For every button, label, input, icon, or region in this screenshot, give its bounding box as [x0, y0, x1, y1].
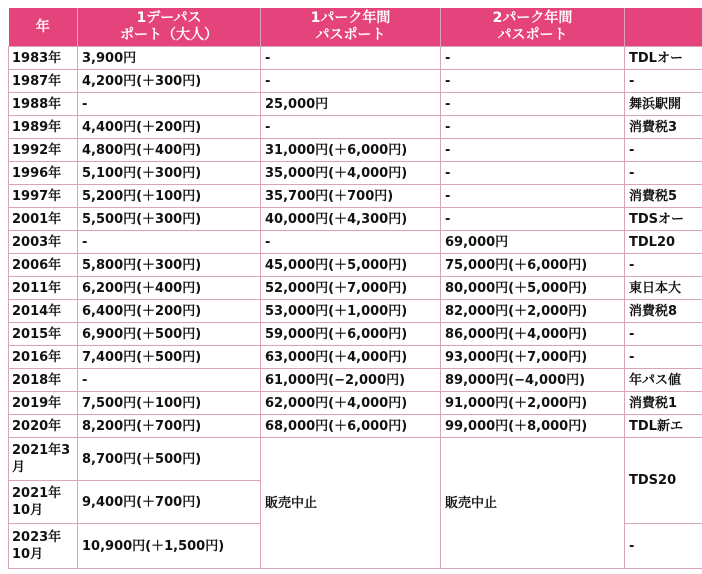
day-pass-cell: 8,700円(＋500円): [78, 438, 261, 481]
notes-cell: -: [625, 139, 702, 162]
two-park-cell: -: [441, 162, 625, 185]
year-cell: 2011年: [9, 277, 78, 300]
day-pass-cell: 7,400円(＋500円): [78, 346, 261, 369]
one-park-cell: 68,000円(＋6,000円): [261, 415, 441, 438]
two-park-cell: 69,000円: [441, 231, 625, 254]
header-day-pass: 1デーパス ポート（大人）: [78, 8, 261, 47]
one-park-cell: 52,000円(＋7,000円): [261, 277, 441, 300]
table-row: [9, 369, 702, 392]
notes-cell: -: [625, 70, 702, 93]
year-cell: 1987年: [9, 70, 78, 93]
table-row: [9, 277, 702, 300]
two-park-cell: 86,000円(＋4,000円): [441, 323, 625, 346]
one-park-cell: 53,000円(＋1,000円): [261, 300, 441, 323]
table-body: [9, 47, 702, 569]
one-park-cell: 25,000円: [261, 93, 441, 116]
table-row: [9, 139, 702, 162]
notes-cell: 消費税3: [625, 116, 702, 139]
two-park-cell: 80,000円(＋5,000円): [441, 277, 625, 300]
notes-cell: 消費税8: [625, 300, 702, 323]
one-park-cell: 45,000円(＋5,000円): [261, 254, 441, 277]
year-cell: 1997年: [9, 185, 78, 208]
year-cell: 1996年: [9, 162, 78, 185]
table-row: [9, 116, 702, 139]
notes-cell: -: [625, 254, 702, 277]
notes-cell: TDL新エ: [625, 415, 702, 438]
table-row: [9, 323, 702, 346]
notes-cell: 消費税1: [625, 392, 702, 415]
day-pass-cell: 3,900円: [78, 47, 261, 70]
two-park-suspended-cell: 販売中止: [441, 438, 625, 569]
one-park-cell: 63,000円(＋4,000円): [261, 346, 441, 369]
year-cell: 2021年10月: [9, 481, 78, 524]
table-row: [9, 415, 702, 438]
notes-cell: TDS20: [625, 438, 702, 524]
year-cell: 2019年: [9, 392, 78, 415]
one-park-suspended-cell: 販売中止: [261, 438, 441, 569]
two-park-cell: -: [441, 139, 625, 162]
notes-cell: -: [625, 346, 702, 369]
header-notes: [625, 8, 702, 47]
table-row: [9, 47, 702, 70]
price-history-table-viewport: [8, 8, 702, 574]
two-park-cell: 93,000円(＋7,000円): [441, 346, 625, 369]
table-row: [9, 162, 702, 185]
table-row: [9, 231, 702, 254]
day-pass-cell: 6,400円(＋200円): [78, 300, 261, 323]
notes-cell: TDSオー: [625, 208, 702, 231]
day-pass-cell: 4,800円(＋400円): [78, 139, 261, 162]
table-row: [9, 346, 702, 369]
one-park-cell: 62,000円(＋4,000円): [261, 392, 441, 415]
two-park-cell: -: [441, 185, 625, 208]
day-pass-cell: -: [78, 231, 261, 254]
year-cell: 2018年: [9, 369, 78, 392]
day-pass-cell: 5,100円(＋300円): [78, 162, 261, 185]
one-park-cell: 59,000円(＋6,000円): [261, 323, 441, 346]
year-cell: 2015年: [9, 323, 78, 346]
year-cell: 1989年: [9, 116, 78, 139]
notes-cell: 東日本大: [625, 277, 702, 300]
year-cell: 2003年: [9, 231, 78, 254]
year-cell: 2001年: [9, 208, 78, 231]
header-row: [9, 8, 702, 47]
day-pass-cell: 4,200円(＋300円): [78, 70, 261, 93]
one-park-cell: -: [261, 47, 441, 70]
day-pass-cell: -: [78, 369, 261, 392]
day-pass-cell: 8,200円(＋700円): [78, 415, 261, 438]
two-park-cell: -: [441, 93, 625, 116]
day-pass-cell: -: [78, 93, 261, 116]
header-two-park-annual: 2パーク年間 パスポート: [441, 8, 625, 47]
two-park-cell: 89,000円(−4,000円): [441, 369, 625, 392]
price-history-table: [8, 8, 702, 569]
year-cell: 2016年: [9, 346, 78, 369]
one-park-cell: 35,000円(＋4,000円): [261, 162, 441, 185]
notes-cell: -: [625, 162, 702, 185]
table-row: [9, 438, 702, 481]
one-park-cell: 35,700円(＋700円): [261, 185, 441, 208]
day-pass-cell: 5,500円(＋300円): [78, 208, 261, 231]
one-park-cell: -: [261, 231, 441, 254]
year-cell: 1988年: [9, 93, 78, 116]
year-cell: 2006年: [9, 254, 78, 277]
one-park-cell: 61,000円(−2,000円): [261, 369, 441, 392]
year-cell: 2020年: [9, 415, 78, 438]
notes-cell: -: [625, 524, 702, 569]
one-park-cell: 40,000円(＋4,300円): [261, 208, 441, 231]
notes-cell: 舞浜駅開: [625, 93, 702, 116]
table-row: [9, 208, 702, 231]
table-row: [9, 93, 702, 116]
two-park-cell: -: [441, 70, 625, 93]
one-park-cell: -: [261, 70, 441, 93]
two-park-cell: -: [441, 116, 625, 139]
day-pass-cell: 5,200円(＋100円): [78, 185, 261, 208]
two-park-cell: -: [441, 208, 625, 231]
notes-cell: -: [625, 323, 702, 346]
day-pass-cell: 9,400円(＋700円): [78, 481, 261, 524]
year-cell: 2023年10月: [9, 524, 78, 569]
day-pass-cell: 6,900円(＋500円): [78, 323, 261, 346]
two-park-cell: 75,000円(＋6,000円): [441, 254, 625, 277]
table-row: [9, 300, 702, 323]
header-year: 年: [9, 8, 78, 47]
one-park-cell: -: [261, 116, 441, 139]
one-park-cell: 31,000円(＋6,000円): [261, 139, 441, 162]
notes-cell: 年パス値: [625, 369, 702, 392]
year-cell: 1983年: [9, 47, 78, 70]
two-park-cell: -: [441, 47, 625, 70]
table-row: [9, 185, 702, 208]
two-park-cell: 82,000円(＋2,000円): [441, 300, 625, 323]
table-row: [9, 392, 702, 415]
two-park-cell: 99,000円(＋8,000円): [441, 415, 625, 438]
two-park-cell: 91,000円(＋2,000円): [441, 392, 625, 415]
day-pass-cell: 4,400円(＋200円): [78, 116, 261, 139]
day-pass-cell: 7,500円(＋100円): [78, 392, 261, 415]
day-pass-cell: 5,800円(＋300円): [78, 254, 261, 277]
header-one-park-annual: 1パーク年間 パスポート: [261, 8, 441, 47]
table-row: [9, 254, 702, 277]
notes-cell: TDLオー: [625, 47, 702, 70]
day-pass-cell: 10,900円(＋1,500円): [78, 524, 261, 569]
year-cell: 1992年: [9, 139, 78, 162]
table-row: [9, 70, 702, 93]
year-cell: 2014年: [9, 300, 78, 323]
year-cell: 2021年3月: [9, 438, 78, 481]
notes-cell: TDL20: [625, 231, 702, 254]
day-pass-cell: 6,200円(＋400円): [78, 277, 261, 300]
notes-cell: 消費税5: [625, 185, 702, 208]
